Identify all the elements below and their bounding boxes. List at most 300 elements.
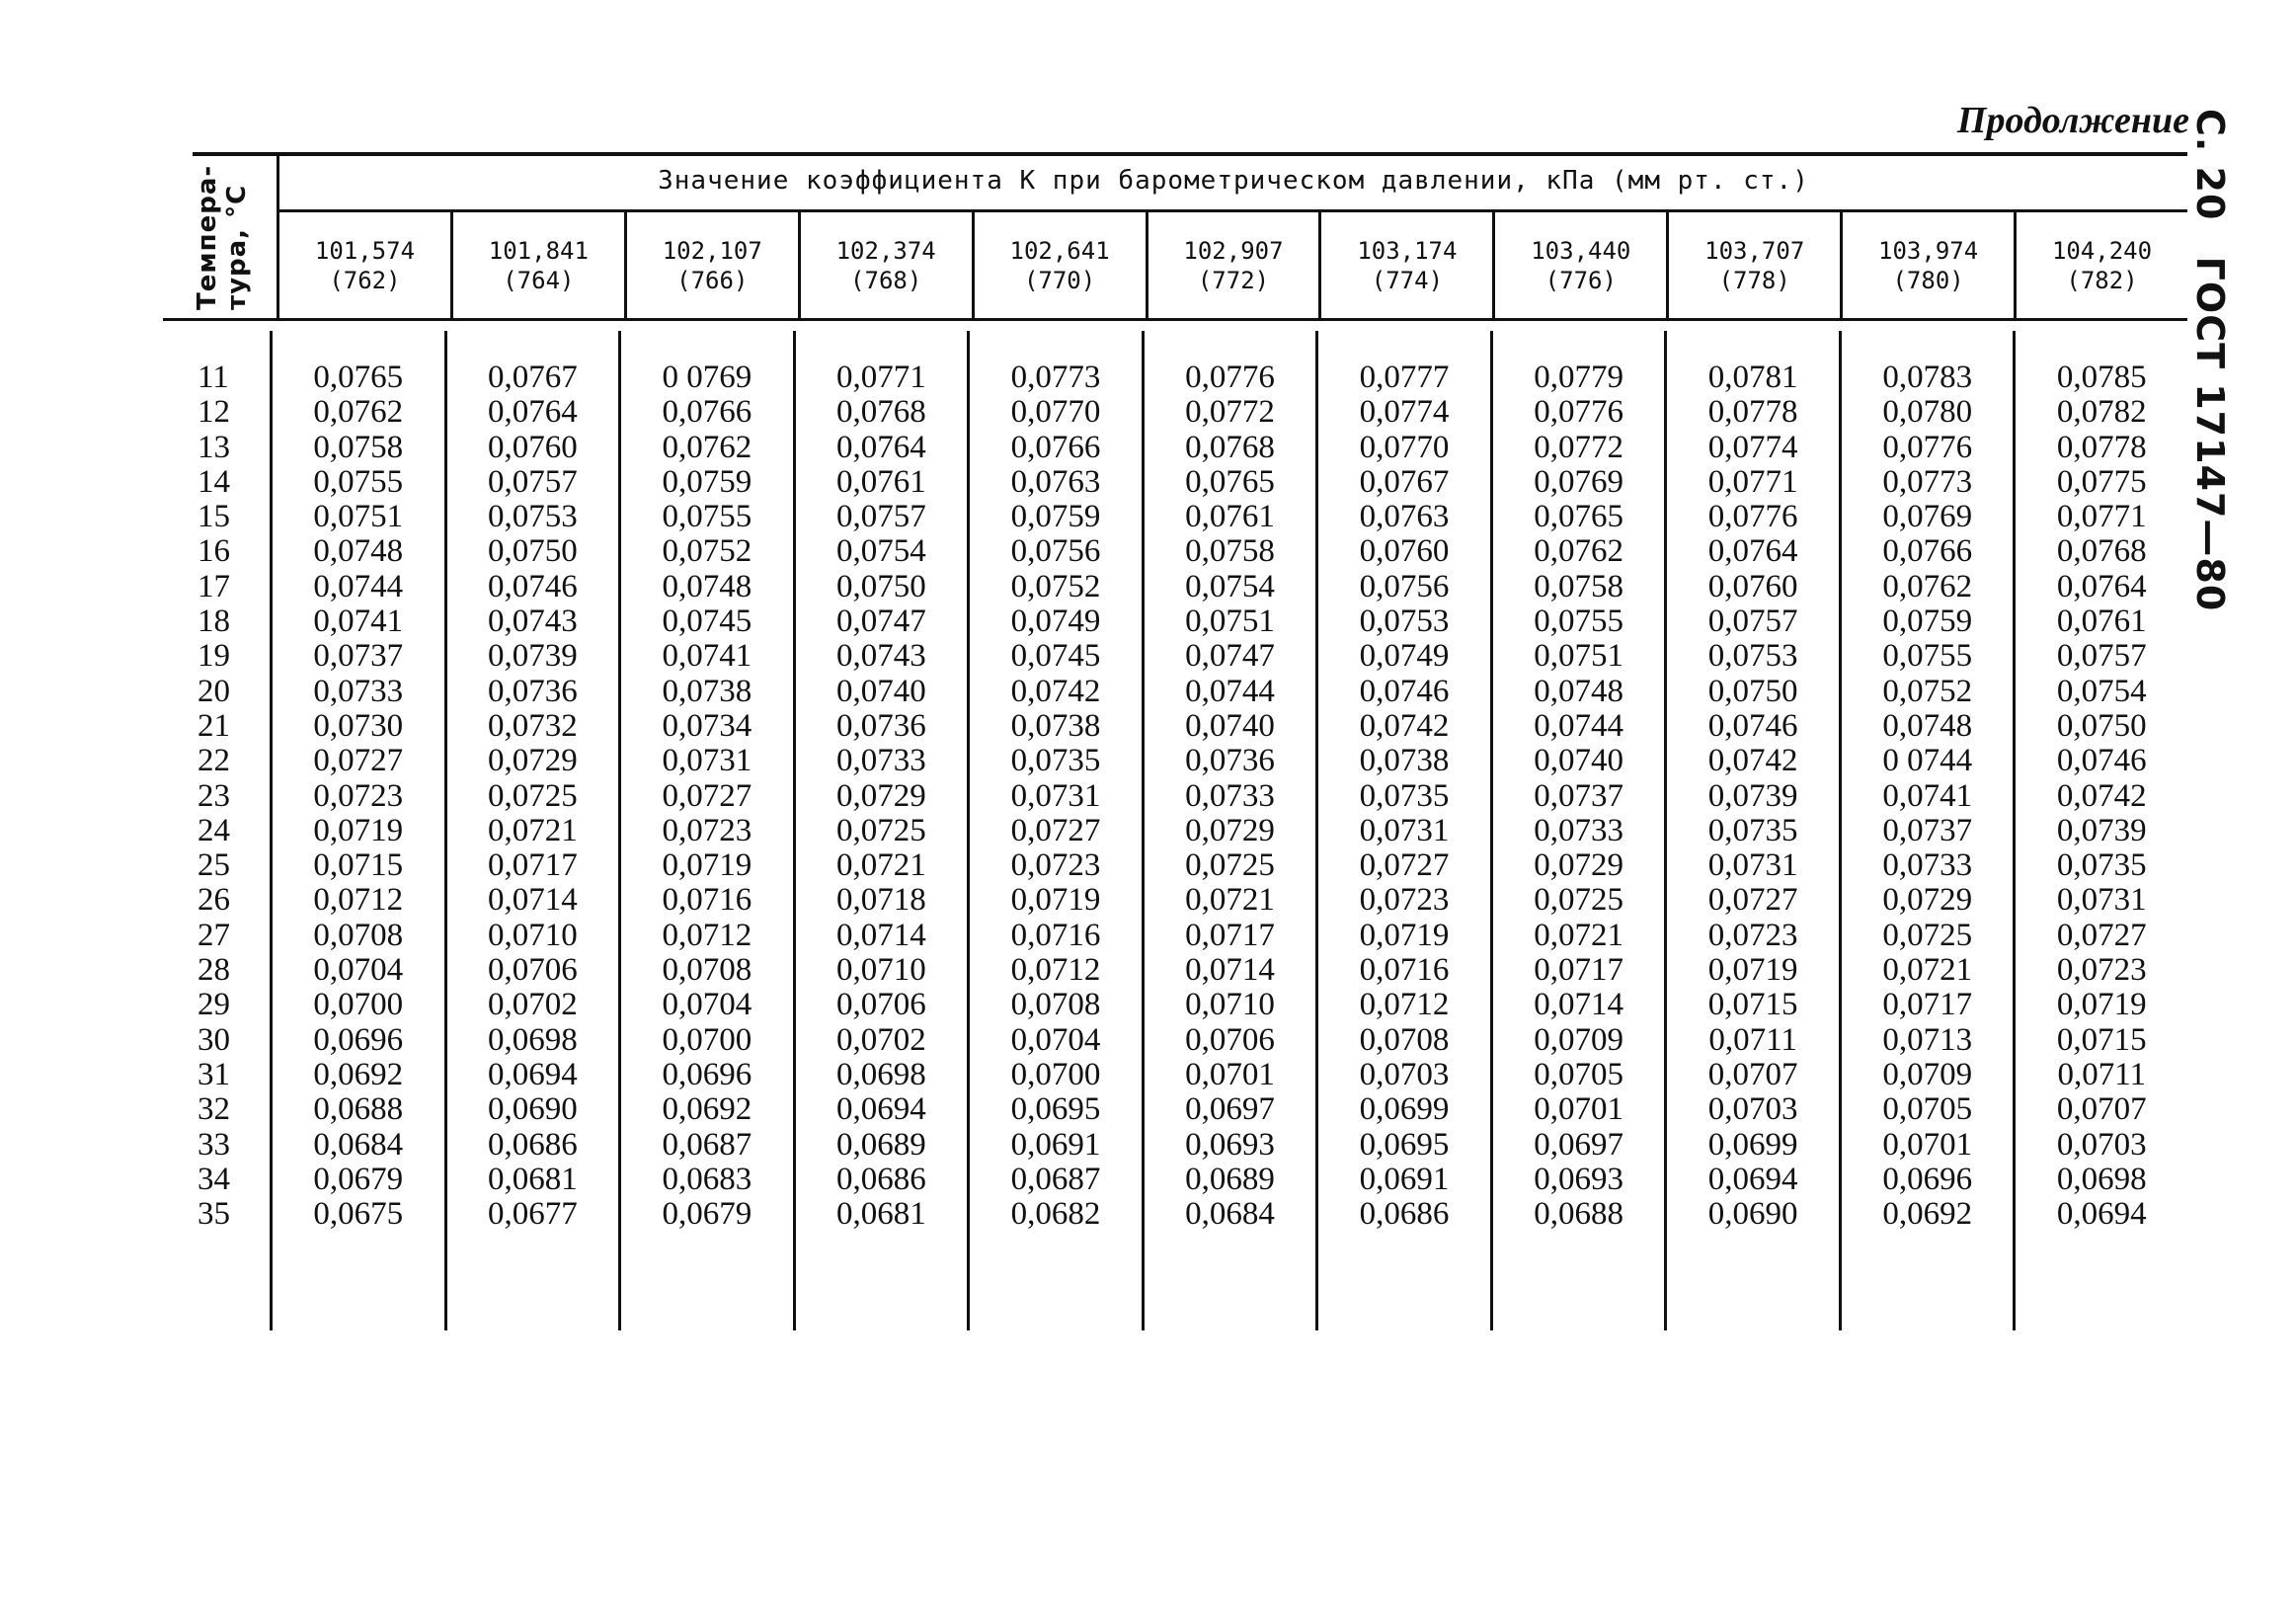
pressure-mmhg: (764) bbox=[503, 267, 575, 294]
coefficient-cell: 0,0740 bbox=[1185, 707, 1275, 744]
coefficient-cell: 0,0745 bbox=[1010, 638, 1101, 675]
coefficient-cell: 0,0713 bbox=[1882, 1021, 1973, 1058]
coefficient-cell: 0,0688 bbox=[1534, 1196, 1623, 1233]
coefficient-cell: 0 0744 bbox=[1882, 743, 1973, 779]
coefficient-cell: 0,0682 bbox=[1010, 1196, 1101, 1233]
coefficient-cell: 0,0746 bbox=[1707, 707, 1798, 744]
coefficient-cell: 0,0712 bbox=[1010, 952, 1101, 989]
pressure-header-cell bbox=[2014, 212, 2187, 319]
pressure-kpa: 103,707 bbox=[1704, 237, 1805, 265]
temperature-cell: 32 bbox=[198, 1091, 230, 1128]
coefficient-cell: 0,0739 bbox=[2056, 812, 2147, 848]
coefficient-cell: 0,0714 bbox=[487, 882, 578, 919]
coefficient-cell: 0,0692 bbox=[313, 1056, 404, 1092]
coefficient-cell: 0,0727 bbox=[2056, 917, 2147, 953]
coefficient-cell: 0,0727 bbox=[1707, 882, 1798, 919]
coefficient-cell: 0,0703 bbox=[2056, 1126, 2147, 1163]
temperature-cell: 14 bbox=[198, 463, 230, 500]
coefficient-cell: 0,0757 bbox=[487, 463, 578, 500]
coefficient-cell: 0,0719 bbox=[1359, 917, 1450, 953]
coefficient-cell: 0,0740 bbox=[1534, 743, 1623, 779]
coefficient-cell: 0,0746 bbox=[487, 568, 578, 604]
coefficient-cell: 0,0704 bbox=[313, 952, 404, 989]
temperature-cell: 34 bbox=[198, 1161, 230, 1197]
coefficient-cell: 0,0764 bbox=[1707, 533, 1798, 570]
coefficient-cell: 0,0694 bbox=[2056, 1196, 2147, 1233]
coefficient-cell: 0,0773 bbox=[1882, 463, 1973, 500]
coefficient-cell: 0,0755 bbox=[313, 463, 404, 500]
pressure-header-cell bbox=[1840, 212, 2014, 319]
coefficient-cell: 0,0717 bbox=[1534, 952, 1623, 989]
coefficient-cell: 0,0723 bbox=[1707, 917, 1798, 953]
coefficient-cell: 0,0741 bbox=[313, 603, 404, 640]
coefficient-cell: 0,0737 bbox=[1534, 777, 1623, 814]
coefficient-cell: 0,0687 bbox=[662, 1126, 752, 1163]
coefficient-cell: 0,0772 bbox=[1534, 429, 1623, 465]
coefficient-cell: 0,0681 bbox=[487, 1161, 578, 1197]
coefficient-cell: 0,0701 bbox=[1185, 1056, 1275, 1092]
coefficient-cell: 0,0740 bbox=[836, 673, 926, 709]
coefficient-cell: 0,0731 bbox=[662, 743, 752, 779]
coefficient-cell: 0,0695 bbox=[1010, 1091, 1101, 1128]
coefficient-cell: 0,0748 bbox=[662, 568, 752, 604]
coefficient-cell: 0,0719 bbox=[1010, 882, 1101, 919]
coefficient-cell: 0,0732 bbox=[487, 707, 578, 744]
coefficient-cell: 0,0694 bbox=[1707, 1161, 1798, 1197]
coefficient-cell: 0,0710 bbox=[836, 952, 926, 989]
pressure-header-cell bbox=[798, 212, 972, 319]
coefficient-cell: 0,0729 bbox=[1534, 847, 1623, 884]
temperature-cell: 31 bbox=[198, 1056, 230, 1092]
coefficient-column bbox=[1667, 331, 1842, 1330]
coefficient-cell: 0,0774 bbox=[1359, 394, 1450, 431]
coefficient-cell: 0,0727 bbox=[1010, 812, 1101, 848]
coefficient-cell: 0,0708 bbox=[1359, 1021, 1450, 1058]
coefficient-cell: 0,0717 bbox=[487, 847, 578, 884]
coefficient-cell: 0,0735 bbox=[1010, 743, 1101, 779]
coefficient-cell: 0,0725 bbox=[487, 777, 578, 814]
coefficient-cell: 0,0723 bbox=[1010, 847, 1101, 884]
page-header-vertical bbox=[2188, 109, 2232, 633]
coefficient-cell: 0,0727 bbox=[313, 743, 404, 779]
coefficient-cell: 0,0755 bbox=[662, 499, 752, 535]
coefficient-cell: 0,0694 bbox=[487, 1056, 578, 1092]
coefficient-cell: 0,0763 bbox=[1359, 499, 1450, 535]
table-top-rule bbox=[193, 152, 2187, 156]
coefficient-cell: 0,0748 bbox=[313, 533, 404, 570]
coefficient-cell: 0,0681 bbox=[836, 1196, 926, 1233]
coefficient-cell: 0,0754 bbox=[836, 533, 926, 570]
coefficient-cell: 0,0773 bbox=[1010, 360, 1101, 395]
coefficient-cell: 0,0707 bbox=[2056, 1091, 2147, 1128]
coefficient-cell: 0,0702 bbox=[487, 987, 578, 1023]
coefficient-cell: 0,0712 bbox=[662, 917, 752, 953]
pressure-mmhg: (782) bbox=[2066, 267, 2138, 294]
coefficient-cell: 0,0694 bbox=[836, 1091, 926, 1128]
coefficient-column bbox=[796, 331, 971, 1330]
pressure-header-cell bbox=[1492, 212, 1666, 319]
coefficient-cell: 0,0721 bbox=[1882, 952, 1973, 989]
coefficient-cell: 0,0729 bbox=[1882, 882, 1973, 919]
pressure-mmhg: (766) bbox=[676, 267, 749, 294]
coefficient-column bbox=[447, 331, 622, 1330]
coefficient-cell: 0,0768 bbox=[2056, 533, 2147, 570]
coefficient-cell: 0,0711 bbox=[2057, 1056, 2146, 1092]
coefficient-column bbox=[970, 331, 1145, 1330]
standard-number: ГОСТ 17147—80 bbox=[2188, 256, 2232, 612]
coefficient-cell: 0,0768 bbox=[836, 394, 926, 431]
coefficient-cell: 0,0733 bbox=[1185, 777, 1275, 814]
coefficient-cell: 0,0743 bbox=[487, 603, 578, 640]
temperature-cell: 23 bbox=[198, 777, 230, 814]
coefficient-cell: 0,0760 bbox=[487, 429, 578, 465]
coefficient-cell: 0,0712 bbox=[313, 882, 404, 919]
temperature-header-line2: тура, °С bbox=[222, 184, 252, 310]
coefficient-cell: 0,0723 bbox=[313, 777, 404, 814]
coefficient-cell: 0,0750 bbox=[487, 533, 578, 570]
temperature-cell: 15 bbox=[198, 499, 230, 535]
coefficient-cell: 0,0747 bbox=[836, 603, 926, 640]
coefficient-cell: 0,0746 bbox=[2056, 743, 2147, 779]
coefficient-cell: 0,0719 bbox=[1707, 952, 1798, 989]
temperature-cell: 18 bbox=[198, 603, 230, 640]
coefficient-cell: 0,0721 bbox=[836, 847, 926, 884]
pressure-kpa: 102,374 bbox=[835, 237, 936, 265]
coefficient-cell: 0,0778 bbox=[1707, 394, 1798, 431]
pressure-mmhg: (768) bbox=[850, 267, 922, 294]
coefficient-cell: 0,0705 bbox=[1534, 1056, 1623, 1092]
coefficient-cell: 0,0754 bbox=[2056, 673, 2147, 709]
coefficient-cell: 0,0696 bbox=[313, 1021, 404, 1058]
coefficient-cell: 0,0702 bbox=[836, 1021, 926, 1058]
coefficient-cell: 0,0727 bbox=[1359, 847, 1450, 884]
coefficient-cell: 0,0758 bbox=[313, 429, 404, 465]
pressure-mmhg: (780) bbox=[1892, 267, 1964, 294]
coefficient-cell: 0,0695 bbox=[1359, 1126, 1450, 1163]
coefficient-cell: 0,0715 bbox=[313, 847, 404, 884]
coefficient-cell: 0,0744 bbox=[1185, 673, 1275, 709]
pressure-mmhg: (762) bbox=[329, 267, 401, 294]
coefficient-cell: 0,0703 bbox=[1707, 1091, 1798, 1128]
coefficient-cell: 0,0709 bbox=[1882, 1056, 1973, 1092]
coefficient-cell: 0,0759 bbox=[1882, 603, 1973, 640]
coefficient-cell: 0,0742 bbox=[1010, 673, 1101, 709]
coefficient-cell: 0,0737 bbox=[1882, 812, 1973, 848]
coefficient-cell: 0,0705 bbox=[1882, 1091, 1973, 1128]
coefficient-cell: 0,0679 bbox=[662, 1196, 752, 1233]
coefficient-cell: 0,0733 bbox=[1534, 812, 1623, 848]
pressure-header-cell bbox=[1666, 212, 1840, 319]
coefficient-cell: 0,0750 bbox=[1707, 673, 1798, 709]
coefficient-cell: 0,0759 bbox=[662, 463, 752, 500]
coefficient-cell: 0,0765 bbox=[1534, 499, 1623, 535]
coefficient-cell: 0,0692 bbox=[1882, 1196, 1973, 1233]
coefficient-cell: 0,0738 bbox=[662, 673, 752, 709]
coefficient-cell: 0,0704 bbox=[1010, 1021, 1101, 1058]
coefficient-cell: 0,0753 bbox=[1707, 638, 1798, 675]
coefficient-cell: 0,0781 bbox=[1707, 360, 1798, 395]
coefficient-cell: 0,0753 bbox=[1359, 603, 1450, 640]
coefficient-cell: 0,0714 bbox=[1534, 987, 1623, 1023]
coefficient-cell: 0,0762 bbox=[1882, 568, 1973, 604]
coefficient-cell: 0,0776 bbox=[1185, 360, 1275, 395]
coefficient-cell: 0,0679 bbox=[313, 1161, 404, 1197]
coefficient-column bbox=[2016, 331, 2187, 1330]
coefficient-cell: 0,0687 bbox=[1010, 1161, 1101, 1197]
coefficient-cell: 0,0731 bbox=[2056, 882, 2147, 919]
coefficient-cell: 0,0719 bbox=[313, 812, 404, 848]
coefficient-cell: 0,0778 bbox=[2056, 429, 2147, 465]
coefficient-cell: 0,0757 bbox=[1707, 603, 1798, 640]
coefficient-cell: 0,0696 bbox=[1882, 1161, 1973, 1197]
coefficient-cell: 0,0698 bbox=[2056, 1161, 2147, 1197]
coefficient-cell: 0,0706 bbox=[487, 952, 578, 989]
page-number: С. 20 bbox=[2188, 109, 2232, 221]
coefficient-cell: 0,0739 bbox=[487, 638, 578, 675]
coefficient-cell: 0,0783 bbox=[1882, 360, 1973, 395]
coefficient-cell: 0,0715 bbox=[1707, 987, 1798, 1023]
coefficient-cell: 0,0743 bbox=[836, 638, 926, 675]
coefficient-table-body bbox=[178, 331, 2187, 1330]
coefficient-cell: 0,0731 bbox=[1707, 847, 1798, 884]
temperature-cell: 33 bbox=[198, 1126, 230, 1163]
coefficient-cell: 0,0753 bbox=[487, 499, 578, 535]
temperature-cell: 17 bbox=[198, 568, 230, 604]
coefficient-cell: 0,0749 bbox=[1010, 603, 1101, 640]
coefficient-cell: 0,0762 bbox=[313, 394, 404, 431]
coefficient-cell: 0,0756 bbox=[1010, 533, 1101, 570]
coefficient-cell: 0,0758 bbox=[1185, 533, 1275, 570]
pressure-kpa: 103,174 bbox=[1357, 237, 1458, 265]
temperature-cell: 25 bbox=[198, 847, 230, 884]
coefficient-cell: 0,0690 bbox=[1707, 1196, 1798, 1233]
temperature-cell: 28 bbox=[198, 952, 230, 989]
coefficient-group-title: Значение коэффициента K при барометрическом давлении, кПа (мм рт. ст.) bbox=[658, 166, 1809, 196]
coefficient-cell: 0,0744 bbox=[1534, 707, 1623, 744]
pressure-mmhg: (772) bbox=[1197, 267, 1270, 294]
coefficient-cell: 0,0751 bbox=[313, 499, 404, 535]
coefficient-cell: 0,0721 bbox=[487, 812, 578, 848]
coefficient-cell: 0,0761 bbox=[836, 463, 926, 500]
coefficient-cell: 0,0735 bbox=[1707, 812, 1798, 848]
temperature-cell: 26 bbox=[198, 882, 230, 919]
coefficient-cell: 0,0764 bbox=[487, 394, 578, 431]
coefficient-cell: 0,0731 bbox=[1359, 812, 1450, 848]
coefficient-cell: 0,0777 bbox=[1359, 360, 1450, 395]
temperature-cell: 21 bbox=[198, 707, 230, 744]
pressure-header-cell bbox=[1318, 212, 1492, 319]
coefficient-cell: 0,0714 bbox=[1185, 952, 1275, 989]
coefficient-cell: 0,0717 bbox=[1185, 917, 1275, 953]
coefficient-cell: 0,0762 bbox=[1534, 533, 1623, 570]
temperature-cell: 24 bbox=[198, 812, 230, 848]
coefficient-cell: 0,0675 bbox=[313, 1196, 404, 1233]
temperature-cell: 27 bbox=[198, 917, 230, 953]
pressure-kpa: 101,574 bbox=[314, 237, 416, 265]
coefficient-cell: 0,0748 bbox=[1882, 707, 1973, 744]
coefficient-cell: 0,0711 bbox=[1708, 1021, 1797, 1058]
pressure-kpa: 103,974 bbox=[1878, 237, 1979, 265]
coefficient-column bbox=[1842, 331, 2017, 1330]
coefficient-cell: 0,0771 bbox=[836, 360, 926, 395]
coefficient-cell: 0,0765 bbox=[313, 360, 404, 395]
coefficient-cell: 0,0700 bbox=[1010, 1056, 1101, 1092]
coefficient-cell: 0,0772 bbox=[1185, 394, 1275, 431]
coefficient-cell: 0,0686 bbox=[487, 1126, 578, 1163]
pressure-kpa: 102,907 bbox=[1183, 237, 1284, 265]
temperature-cell: 16 bbox=[198, 533, 230, 570]
coefficient-cell: 0,0729 bbox=[836, 777, 926, 814]
coefficient-cell: 0,0734 bbox=[662, 707, 752, 744]
coefficient-cell: 0,0693 bbox=[1534, 1161, 1623, 1197]
pressure-mmhg: (778) bbox=[1718, 267, 1790, 294]
coefficient-cell: 0,0762 bbox=[662, 429, 752, 465]
coefficient-cell: 0,0686 bbox=[1359, 1196, 1450, 1233]
coefficient-cell: 0,0700 bbox=[662, 1021, 752, 1058]
coefficient-cell: 0,0770 bbox=[1359, 429, 1450, 465]
coefficient-cell: 0,0754 bbox=[1185, 568, 1275, 604]
coefficient-cell: 0,0767 bbox=[487, 360, 578, 395]
coefficient-cell: 0,0752 bbox=[1010, 568, 1101, 604]
coefficient-cell: 0,0725 bbox=[1185, 847, 1275, 884]
coefficient-cell: 0,0712 bbox=[1359, 987, 1450, 1023]
temperature-cell: 12 bbox=[198, 394, 230, 431]
coefficient-cell: 0 0769 bbox=[662, 360, 752, 395]
coefficient-cell: 0,0723 bbox=[662, 812, 752, 848]
coefficient-cell: 0,0684 bbox=[313, 1126, 404, 1163]
coefficient-cell: 0,0766 bbox=[662, 394, 752, 431]
temperature-cell: 35 bbox=[198, 1196, 230, 1233]
coefficient-column bbox=[621, 331, 796, 1330]
coefficient-cell: 0,0758 bbox=[1534, 568, 1623, 604]
coefficient-cell: 0,0741 bbox=[662, 638, 752, 675]
coefficient-cell: 0,0688 bbox=[313, 1091, 404, 1128]
coefficient-cell: 0,0697 bbox=[1185, 1091, 1275, 1128]
coefficient-cell: 0,0683 bbox=[662, 1161, 752, 1197]
coefficient-cell: 0,0684 bbox=[1185, 1196, 1275, 1233]
coefficient-cell: 0,0706 bbox=[836, 987, 926, 1023]
pressure-header-cell bbox=[279, 212, 450, 319]
coefficient-cell: 0,0747 bbox=[1185, 638, 1275, 675]
temperature-column-header bbox=[173, 162, 281, 318]
temperature-cell: 22 bbox=[198, 743, 230, 779]
coefficient-cell: 0,0742 bbox=[2056, 777, 2147, 814]
coefficient-cell: 0,0699 bbox=[1359, 1091, 1450, 1128]
coefficient-cell: 0,0715 bbox=[2056, 1021, 2147, 1058]
coefficient-cell: 0,0708 bbox=[313, 917, 404, 953]
temperature-cell: 20 bbox=[198, 673, 230, 709]
coefficient-cell: 0,0741 bbox=[1882, 777, 1973, 814]
coefficient-cell: 0,0725 bbox=[836, 812, 926, 848]
pressure-header-cell bbox=[972, 212, 1146, 319]
coefficient-cell: 0,0745 bbox=[662, 603, 752, 640]
coefficient-cell: 0,0738 bbox=[1010, 707, 1101, 744]
coefficient-cell: 0,0733 bbox=[313, 673, 404, 709]
coefficient-cell: 0,0780 bbox=[1882, 394, 1973, 431]
temperature-cell: 29 bbox=[198, 987, 230, 1023]
coefficient-cell: 0,0716 bbox=[662, 882, 752, 919]
coefficient-cell: 0,0759 bbox=[1010, 499, 1101, 535]
pressure-kpa: 103,440 bbox=[1531, 237, 1631, 265]
coefficient-cell: 0,0718 bbox=[836, 882, 926, 919]
coefficient-cell: 0,0710 bbox=[1185, 987, 1275, 1023]
coefficient-cell: 0,0766 bbox=[1010, 429, 1101, 465]
coefficient-cell: 0,0776 bbox=[1882, 429, 1973, 465]
coefficient-cell: 0,0697 bbox=[1534, 1126, 1623, 1163]
coefficient-cell: 0,0704 bbox=[662, 987, 752, 1023]
coefficient-cell: 0,0767 bbox=[1359, 463, 1450, 500]
pressure-mmhg: (776) bbox=[1544, 267, 1617, 294]
coefficient-cell: 0,0766 bbox=[1882, 533, 1973, 570]
coefficient-cell: 0,0735 bbox=[2056, 847, 2147, 884]
pressure-header-row bbox=[279, 212, 2187, 319]
coefficient-cell: 0,0707 bbox=[1707, 1056, 1798, 1092]
temperature-cell: 13 bbox=[198, 429, 230, 465]
coefficient-cell: 0,0748 bbox=[1534, 673, 1623, 709]
coefficient-cell: 0,0744 bbox=[313, 568, 404, 604]
coefficient-cell: 0,0760 bbox=[1359, 533, 1450, 570]
pressure-mmhg: (770) bbox=[1023, 267, 1096, 294]
coefficient-cell: 0,0764 bbox=[2056, 568, 2147, 604]
coefficient-cell: 0,0737 bbox=[313, 638, 404, 675]
coefficient-cell: 0,0735 bbox=[1359, 777, 1450, 814]
coefficient-cell: 0,0693 bbox=[1185, 1126, 1275, 1163]
temperature-column bbox=[178, 331, 273, 1330]
coefficient-cell: 0,0701 bbox=[1882, 1126, 1973, 1163]
coefficient-cell: 0,0779 bbox=[1534, 360, 1623, 395]
coefficient-cell: 0,0751 bbox=[1185, 603, 1275, 640]
temperature-header-line1: Темпера- bbox=[193, 164, 222, 310]
continuation-label: Продолжение bbox=[1956, 100, 2189, 141]
coefficient-cell: 0,0698 bbox=[487, 1021, 578, 1058]
coefficient-cell: 0,0782 bbox=[2056, 394, 2147, 431]
coefficient-cell: 0,0776 bbox=[1534, 394, 1623, 431]
coefficient-cell: 0,0761 bbox=[1185, 499, 1275, 535]
coefficient-cell: 0,0760 bbox=[1707, 568, 1798, 604]
coefficient-cell: 0,0716 bbox=[1010, 917, 1101, 953]
coefficient-cell: 0,0686 bbox=[836, 1161, 926, 1197]
coefficient-cell: 0,0721 bbox=[1534, 917, 1623, 953]
coefficient-cell: 0,0719 bbox=[662, 847, 752, 884]
temperature-cell: 11 bbox=[198, 360, 229, 395]
coefficient-cell: 0,0738 bbox=[1359, 743, 1450, 779]
coefficient-cell: 0,0708 bbox=[1010, 987, 1101, 1023]
coefficient-cell: 0,0763 bbox=[1010, 463, 1101, 500]
coefficient-column bbox=[1318, 331, 1493, 1330]
coefficient-cell: 0,0723 bbox=[2056, 952, 2147, 989]
temperature-cell: 30 bbox=[198, 1021, 230, 1058]
coefficient-cell: 0,0768 bbox=[1185, 429, 1275, 465]
coefficient-cell: 0,0761 bbox=[2056, 603, 2147, 640]
coefficient-cell: 0,0757 bbox=[2056, 638, 2147, 675]
coefficient-cell: 0,0723 bbox=[1359, 882, 1450, 919]
header-bottom-rule bbox=[163, 318, 2187, 321]
pressure-header-cell bbox=[1146, 212, 1319, 319]
coefficient-cell: 0,0692 bbox=[662, 1091, 752, 1128]
coefficient-cell: 0,0757 bbox=[836, 499, 926, 535]
coefficient-cell: 0,0755 bbox=[1534, 603, 1623, 640]
coefficient-cell: 0,0719 bbox=[2056, 987, 2147, 1023]
coefficient-cell: 0,0775 bbox=[2056, 463, 2147, 500]
pressure-mmhg: (774) bbox=[1371, 267, 1444, 294]
coefficient-cell: 0,0691 bbox=[1359, 1161, 1450, 1197]
coefficient-cell: 0,0770 bbox=[1010, 394, 1101, 431]
coefficient-cell: 0,0706 bbox=[1185, 1021, 1275, 1058]
coefficient-cell: 0,0769 bbox=[1534, 463, 1623, 500]
coefficient-cell: 0,0739 bbox=[1707, 777, 1798, 814]
coefficient-cell: 0,0725 bbox=[1882, 917, 1973, 953]
coefficient-cell: 0,0764 bbox=[836, 429, 926, 465]
